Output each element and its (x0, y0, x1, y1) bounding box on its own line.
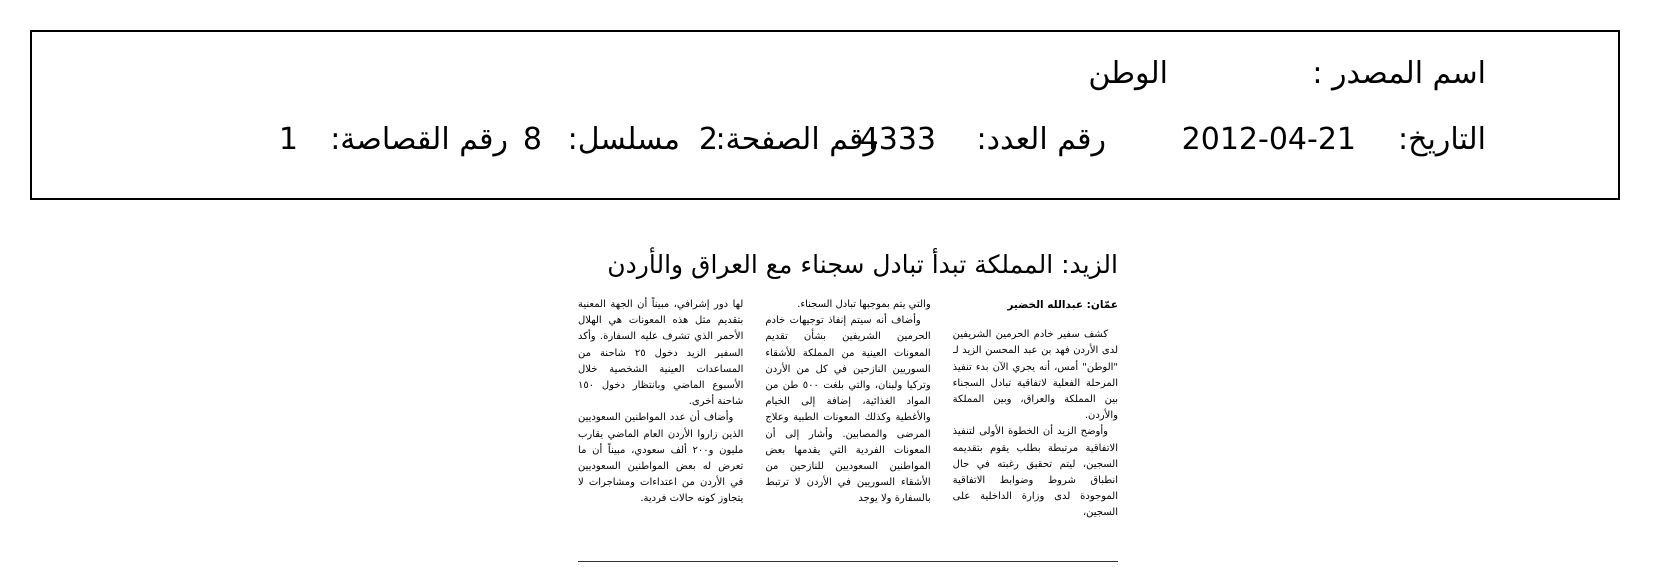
paragraph: وأضاف أن عدد المواطنين السعوديين الذين زاروا الأردن العام الماضي يقارب مليون و٢٠٠ ألف سعودي، مبيناً أن ما تعرض له بعض المواطنين السعوديين في الأردن من اعتداءات ومشاجرات لا يتجاوز كونه حالات فردية. (578, 412, 744, 505)
page-value: 2 (698, 122, 718, 157)
paragraph: والتي يتم بموجبها تبادل السجناء. (797, 299, 931, 310)
newspaper-clipping (578, 248, 1118, 568)
source-label: اسم المصدر : (1312, 56, 1486, 91)
paragraph: وأضاف أنه سيتم إنفاذ توجيهات خادم الحرمين الشريفين بشأن تقديم المعونات العينية من المملكة للأشقاء السوريين النازحين في كل من الأردن وتركيا ولبنان، والتي بلغت ٥٠٠ طن من المواد الغذائية، إضافة إلى الخيام والأغطية وكذلك المعونات الطبية وعلاج المرضى والمصابين. وأشار إلى أن المعونات الفردية التي يقدمها بعض المواطنين السعوديين للنازحين من الأشقاء السوريين في الأردن لا ترتبط بالسفارة ولا يوجد (765, 315, 931, 505)
paragraph: كشف سفير خادم الحرمين الشريفين لدى الأردن فهد بن عبد المحسن الزيد لـ "الوطن" أمس، أنه يجري الآن بدء تنفيذ المرحلة الفعلية لاتفاقية تبادل السجناء بين المملكة والعراق، وبين المملكة والأردن. (952, 329, 1118, 422)
source-value: الوطن (1088, 56, 1168, 91)
serial-label: مسلسل: (567, 122, 680, 157)
paragraph: لها دور إشرافي، مبيناً أن الجهة المعنية بتقديم مثل هذه المعونات هي الهلال الأحمر الذي تشرف عليه السفارة. وأكد السفير الزيد دخول ٢٥ شاحنة من المساعدات العينية الشخصية خلال الأسبوع الماضي وبانتظار دخول ١٥٠ شاحنة أخرى. (578, 299, 744, 408)
issue-label: رقم العدد: (976, 122, 1106, 157)
clip-label: رقم القصاصة: (330, 122, 508, 157)
bottom-rule (578, 561, 1118, 562)
paragraph: وأوضح الزيد أن الخطوة الأولى لتنفيذ الاتفاقية مرتبطة بطلب يقوم بتقديمه السجين، ليتم تحقيق رغبته في حال انطباق شروط وضوابط الاتفاقية الموجودة لدى وزارة الداخلية على السجين، (952, 426, 1118, 519)
page-label: رقم الصفحة: (715, 122, 878, 157)
article-headline: الزيد: المملكة تبدأ تبادل سجناء مع العراق والأردن (607, 250, 1118, 279)
clip-value: 1 (278, 122, 298, 157)
issue-value: 4333 (859, 122, 936, 157)
serial-value: 8 (522, 122, 542, 157)
date-label: التاريخ: (1398, 122, 1486, 157)
article-byline: عمّان: عبدالله الخضير (1007, 299, 1118, 311)
date-value: 2012-04-21 (1181, 122, 1356, 157)
article-column-3 (578, 297, 743, 537)
article-column-1 (953, 297, 1118, 537)
source-info-box (30, 30, 1620, 200)
article-body (578, 297, 1118, 537)
article-column-2 (765, 297, 930, 537)
